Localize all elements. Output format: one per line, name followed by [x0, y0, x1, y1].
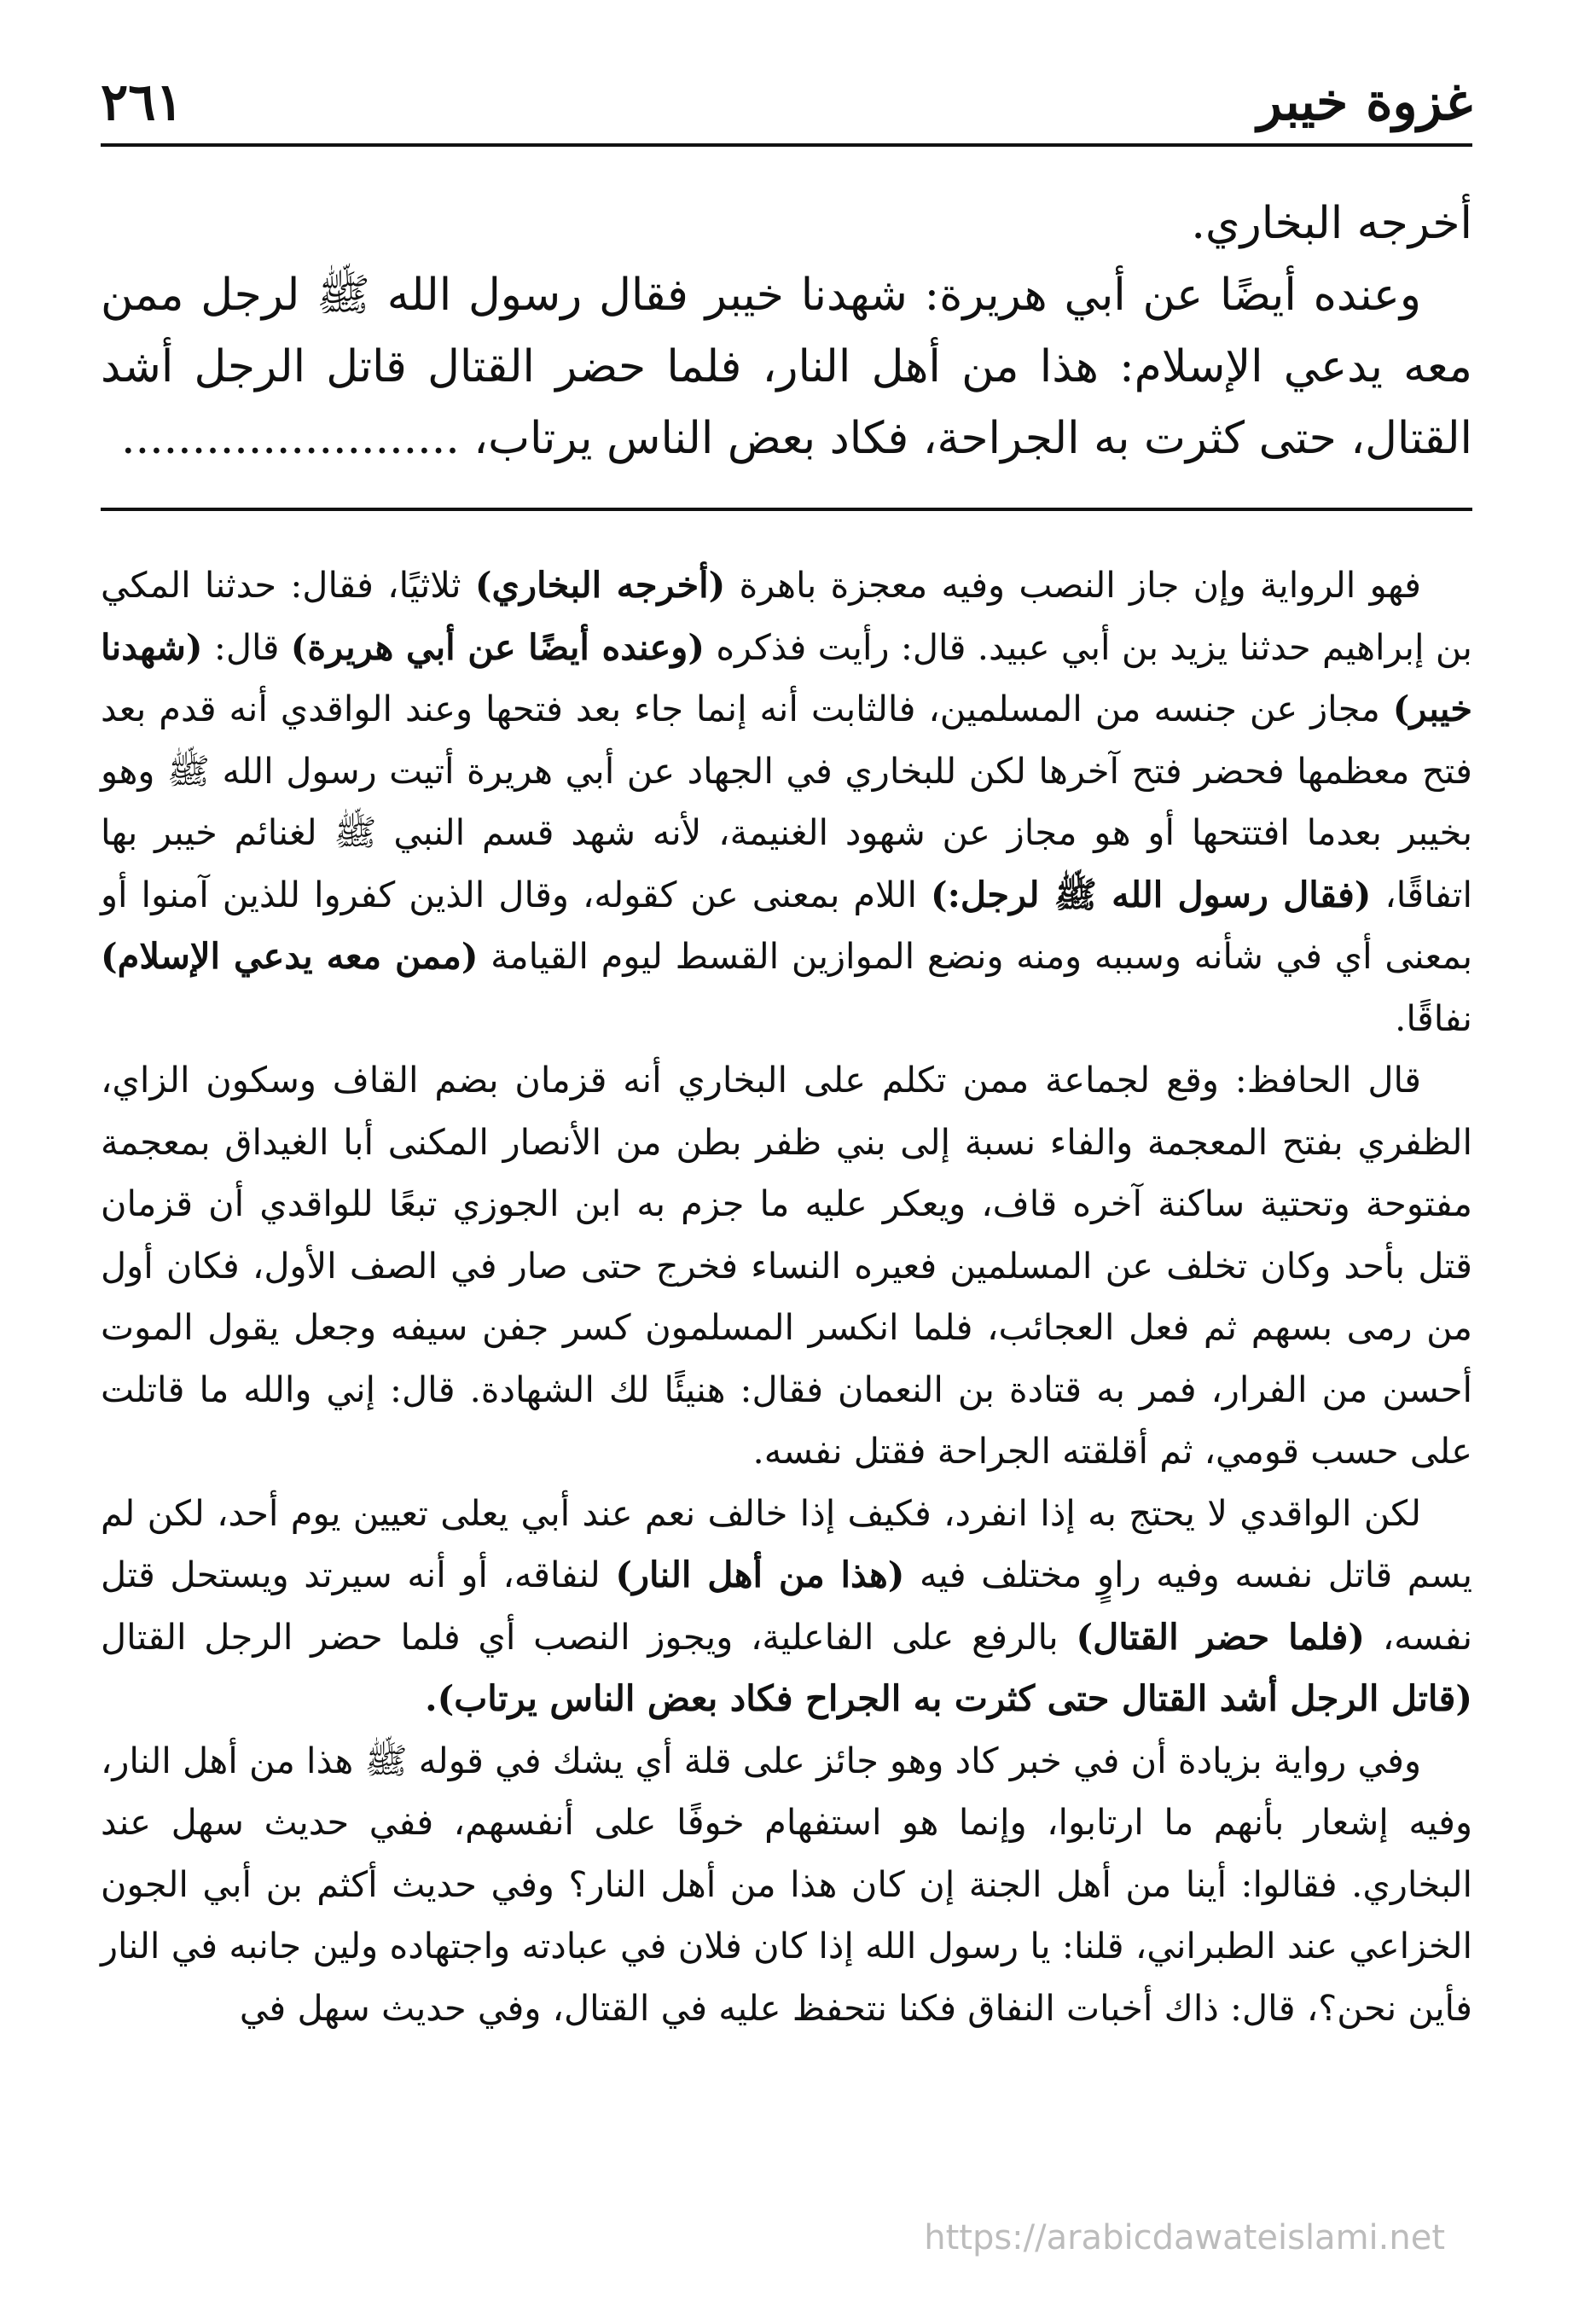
quoted-matn-phrase: (أخرجه البخاري) [474, 564, 726, 606]
quoted-matn-phrase: (ممن معه يدعي الإسلام) [101, 935, 479, 977]
commentary-paragraph: فهو الرواية وإن جاز النصب وفيه معجزة باهرة (أخرجه البخاري) ثلاثيًا، فقال: حدثنا المكي بن إبراهيم حدثنا يزيد بن أبي عبيد. قال: رأيت فذكره (وعنده أيضًا عن أبي هريرة) قال: (شهدنا خيبر) مجاز عن جنسه من المسلمين، فالثابت أنه إنما جاء بعد فتحها وعند الواقدي أنه قدم بعد فتح معظمها فحضر فتح آخرها لكن للبخاري في الجهاد عن أبي هريرة أتيت رسول الله ﷺ وهو بخيبر بعدما افتتحها أو هو مجاز عن شهود الغنيمة، لأنه شهد قسم النبي ﷺ لغنائم خيبر بها اتفاقًا، (فقال رسول الله ﷺ لرجل:) اللام بمعنى عن كقوله، وقال الذين كفروا للذين آمنوا أو بمعنى أي في شأنه وسببه ومنه ونضع الموازين القسط ليوم القيامة (ممن معه يدعي الإسلام) نفاقًا. [101, 564, 1473, 1039]
commentary-paragraph: وفي رواية بزيادة أن في خبر كاد وهو جائز على قلة أي يشك في قوله ﷺ هذا من أهل النار، وفيه إشعار بأنهم ما ارتابوا، وإنما هو استفهام خوفًا على أنفسهم، ففي حديث سهل عند البخاري. فقالوا: أينا من أهل الجنة إن كان هذا من أهل النار؟ وفي حديث أكثم بن أبي الجون الخزاعي عند الطبراني، قلنا: يا رسول الله إذا كان فلان في عبادته واجتهاده ولين جانبه في النار فأين نحن؟، قال: ذاك أخبات النفاق فكنا نتحفظ عليه في القتال، وفي حديث سهل في [101, 1739, 1472, 2029]
quoted-matn-phrase: (وعنده أيضًا عن أبي هريرة) [290, 625, 705, 668]
quoted-matn-phrase: (هذا من أهل النار) [615, 1554, 905, 1595]
quoted-matn-phrase: (قاتل الرجل أشد القتال حتى كثرت به الجراح فكاد بعض الناس يرتاب). [425, 1677, 1472, 1719]
quoted-matn-phrase: (فقال رسول الله ﷺ لرجل:) [930, 873, 1372, 915]
commentary-text [101, 555, 1472, 2039]
page-number: ٢٦١ [101, 73, 183, 132]
matn-commentary-divider [101, 508, 1472, 511]
matn-line-1: أخرجه البخاري. [1191, 198, 1472, 249]
quoted-matn-phrase: (شهدنا خيبر) [101, 625, 1472, 729]
commentary-paragraph: لكن الواقدي لا يحتج به إذا انفرد، فكيف إذا خالف نعم عند أبي يعلى تعيين يوم أحد، لكن لم يسم قاتل نفسه وفيه راوٍ مختلف فيه (هذا من أهل النار) لنفاقه، أو أنه سيرتد ويستحل قتل نفسه، (فلما حضر القتال) بالرفع على الفاعلية، ويجوز النصب أي فلما حضر الرجل القتال (قاتل الرجل أشد القتال حتى كثرت به الجراح فكاد بعض الناس يرتاب). [101, 1491, 1473, 1719]
commentary-paragraph: قال الحافظ: وقع لجماعة ممن تكلم على البخاري أنه قزمان بضم القاف وسكون الزاي، الظفري بفتح المعجمة والفاء نسبة إلى بني ظفر بطن من الأنصار المكنى أبا الغيداق بمعجمة مفتوحة وتحتية ساكنة آخره قاف، ويعكر عليه ما جزم به ابن الجوزي تبعًا للواقدي أن قزمان قتل بأحد وكان تخلف عن المسلمين فعيره النساء فخرج حتى صار في الصف الأول، فكان أول من رمى بسهم ثم فعل العجائب، فلما انكسر المسلمون كسر جفن سيفه وجعل يقول الموت أحسن من الفرار، فمر به قتادة بن النعمان فقال: هنيئًا لك الشهادة. قال: إني والله ما قاتلت على حسب قومي، ثم أقلقته الجراحة فقتل نفسه. [101, 1059, 1472, 1472]
running-title: غزوة خيبر [1257, 73, 1472, 132]
page-header [101, 60, 1472, 145]
header-rule [101, 143, 1472, 147]
site-watermark: https://arabicdawateislami.net [924, 2218, 1445, 2257]
hadith-text [101, 188, 1472, 474]
quoted-matn-phrase: (فلما حضر القتال) [1076, 1615, 1366, 1658]
matn-paragraph-2: وعنده أيضًا عن أبي هريرة: شهدنا خيبر فقال رسول الله ﷺ لرجل ممن معه يدعي الإسلام: هذا من أهل النار، فلما حضر القتال قاتل الرجل أشد القتال، حتى كثرت به الجراحة، فكاد بعض الناس يرتاب، ........................ [101, 270, 1472, 464]
